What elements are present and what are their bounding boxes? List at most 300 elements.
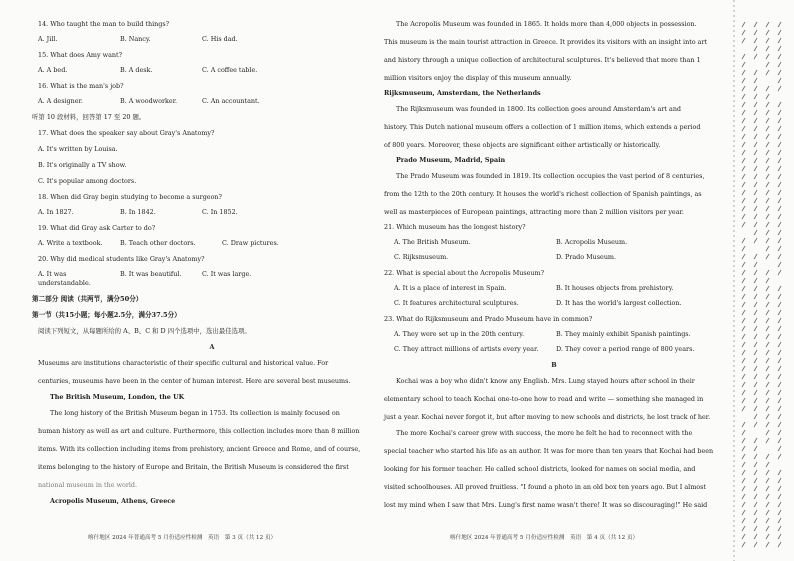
slash-mark [778, 382, 781, 387]
slash-mark [778, 366, 781, 371]
text-line: Kochai was a boy who didn't know any English. Mrs. Lung stayed hours after school in their [396, 377, 695, 385]
left-page [0, 0, 394, 561]
slash-mark [754, 278, 757, 283]
option-c: C. A coffee table. [202, 66, 258, 74]
slash-mark [766, 46, 769, 51]
slash-mark [754, 54, 757, 59]
slash-mark [754, 262, 757, 267]
slash-mark [766, 142, 769, 147]
slash-mark [766, 510, 769, 515]
british-museum-paragraph [38, 409, 386, 490]
slash-mark [742, 310, 745, 315]
slash-mark [778, 398, 781, 403]
slash-mark [742, 262, 745, 267]
slash-mark [754, 390, 757, 395]
passage-b-label: B [551, 361, 557, 369]
slash-mark [754, 70, 757, 75]
listening-instruction: 听第 10 段材料，回答第 17 至 20 题。 [32, 113, 146, 121]
text-line: The Prado Museum was founded in 1819. Its collection occupies the vast period of 8 centuries, [396, 172, 705, 180]
slash-mark [742, 342, 745, 347]
slash-mark [742, 334, 745, 339]
slash-mark [742, 214, 745, 219]
slash-mark [742, 198, 745, 203]
option-b: B. Teach other doctors. [120, 239, 196, 247]
text-line: centuries, museums have been in the center of human interest. Here are several best museums. [38, 377, 351, 385]
slash-mark [766, 62, 769, 67]
option-d: D. It has the world's largest collection. [556, 299, 682, 307]
question-23-options-2 [394, 345, 724, 354]
slash-mark [754, 302, 757, 307]
slash-mark [742, 134, 745, 139]
slash-mark [778, 302, 781, 307]
slash-mark [742, 286, 745, 291]
slash-mark [754, 238, 757, 243]
slash-mark [742, 70, 745, 75]
slash-mark [766, 286, 769, 291]
question-22-stem: 22. What is special about the Acropolis Museum? [384, 269, 545, 277]
section-one-heading: 第一节（共15小题；每小题2.5分，满分37.5分） [32, 311, 181, 319]
kochai-paragraph-1 [384, 377, 724, 422]
slash-mark [754, 382, 757, 387]
slash-mark [778, 246, 781, 251]
slash-mark [766, 542, 769, 547]
slash-mark [742, 54, 745, 59]
text-line: items belonging to the history of Europe and Britain, the British Museum is considered the first [38, 463, 349, 471]
slash-mark [778, 102, 781, 107]
slash-mark [742, 318, 745, 323]
slash-mark [766, 54, 769, 59]
option-c: C. An accountant. [202, 97, 260, 105]
slash-mark [766, 326, 769, 331]
slash-mark [754, 358, 757, 363]
slash-mark [754, 102, 757, 107]
question-21-options-2 [394, 253, 724, 262]
slash-mark [742, 238, 745, 243]
prado-heading: Prado Museum, Madrid, Spain [396, 156, 506, 164]
slash-mark [778, 166, 781, 171]
question-21-options [394, 238, 724, 247]
slash-mark [754, 446, 757, 451]
slash-mark [754, 478, 757, 483]
slash-mark [778, 174, 781, 179]
slash-mark [742, 150, 745, 155]
slash-mark [742, 478, 745, 483]
slash-mark [778, 526, 781, 531]
slash-mark [742, 222, 745, 227]
question-16-options [38, 97, 386, 106]
slash-mark [742, 358, 745, 363]
text-line: million visitors enjoy the display of this museum annually. [384, 74, 572, 82]
slash-mark [778, 142, 781, 147]
slash-mark [778, 486, 781, 491]
slash-mark [778, 438, 781, 443]
slash-mark [742, 462, 745, 467]
question-20-stem: 20. Why did medical students like Gray's Anatomy? [38, 255, 205, 263]
slash-mark [778, 422, 781, 427]
text-line: and history through a unique collection of architectural sculptures. It's believed that more than 1 [384, 56, 701, 64]
option-d: D. Prado Museum. [556, 253, 617, 261]
slash-mark [778, 542, 781, 547]
slash-mark [742, 102, 745, 107]
slash-mark [742, 182, 745, 187]
slash-mark [766, 414, 769, 419]
acropolis-museum-heading: Acropolis Museum, Athens, Greece [50, 497, 176, 505]
right-page [376, 0, 730, 561]
slash-mark [742, 326, 745, 331]
slash-mark [778, 470, 781, 475]
slash-mark [766, 430, 769, 435]
slash-mark [754, 206, 757, 211]
slash-mark [766, 94, 769, 99]
slash-mark [742, 542, 745, 547]
slash-mark [742, 62, 745, 67]
slash-mark [742, 142, 745, 147]
slash-mark [766, 382, 769, 387]
part-two-heading: 第二部分 阅读（共两节，满分50分） [32, 295, 143, 303]
option-b: B. Nancy. [120, 35, 151, 43]
option-c: C. Rijksmuseum. [394, 253, 449, 261]
option-a: A. They were set up in the 20th century. [394, 330, 525, 338]
slash-mark [754, 166, 757, 171]
slash-mark [766, 374, 769, 379]
question-22-options [394, 284, 724, 293]
slash-mark [778, 86, 781, 91]
slash-mark [754, 502, 757, 507]
slash-mark [778, 70, 781, 75]
question-19-stem: 19. What did Gray ask Carter to do? [38, 224, 156, 232]
question-21-stem: 21. Which museum has the longest history? [384, 223, 526, 231]
slash-mark [766, 222, 769, 227]
rijksmuseum-heading: Rijksmuseum, Amsterdam, the Netherlands [384, 89, 541, 97]
text-line: looking for his former teacher. He called school districts, looked for names on social media, and [384, 465, 696, 473]
slash-mark [754, 342, 757, 347]
text-line: special teacher who started his life as an author. It was for more than ten years that Kochai had been [384, 447, 714, 455]
question-18-stem: 18. When did Gray begin studying to become a surgeon? [38, 193, 222, 201]
slash-mark [766, 390, 769, 395]
text-line: The Rijksmuseum was founded in 1800. Its collection goes around Amsterdam's art and [396, 105, 682, 113]
slash-mark [778, 390, 781, 395]
slash-mark [766, 526, 769, 531]
slash-mark [766, 230, 769, 235]
slash-mark [754, 94, 757, 99]
slash-mark [766, 206, 769, 211]
british-museum-heading: The British Museum, London, the UK [50, 393, 185, 401]
slash-mark [742, 486, 745, 491]
text-line: history. This Dutch national museum offers a collection of 1 million items, which extends a period [384, 123, 701, 131]
slash-mark [742, 246, 745, 251]
slash-mark [766, 158, 769, 163]
slash-mark [754, 366, 757, 371]
slash-mark [754, 118, 757, 123]
slash-mark [754, 294, 757, 299]
slash-mark [766, 150, 769, 155]
option-b: B. Acropolis Museum. [556, 238, 628, 246]
slash-mark [742, 38, 745, 43]
question-15-stem: 15. What does Amy want? [38, 51, 123, 59]
slash-mark [766, 22, 769, 27]
slash-mark [766, 238, 769, 243]
text-line: The more Kochai's career grew with success, the more he felt he had to reconnect with the [396, 429, 693, 437]
option-b: B. It's originally a TV show. [38, 161, 127, 169]
slash-mark [778, 270, 781, 275]
slash-mark [742, 270, 745, 275]
slash-mark [742, 430, 745, 435]
option-b: B. In 1842. [120, 208, 156, 216]
slash-mark [742, 454, 745, 459]
slash-mark [754, 406, 757, 411]
option-a: A. The British Museum. [394, 238, 471, 246]
slash-mark [742, 398, 745, 403]
question-19-options [38, 239, 386, 248]
slash-mark [778, 150, 781, 155]
slash-mark [778, 230, 781, 235]
slash-mark [766, 350, 769, 355]
question-17-stem: 17. What does the speaker say about Gray's Anatomy? [38, 129, 215, 137]
slash-mark [778, 262, 781, 267]
question-23-stem: 23. What do Rijksmuseum and Prado Museum have in common? [384, 315, 593, 323]
slash-mark [754, 470, 757, 475]
slash-mark [766, 318, 769, 323]
option-c: C. It's popular among doctors. [38, 177, 137, 185]
slash-mark [742, 110, 745, 115]
slash-mark [742, 374, 745, 379]
slash-mark [742, 158, 745, 163]
slash-mark [778, 198, 781, 203]
slash-mark [778, 478, 781, 483]
slash-mark [754, 326, 757, 331]
slash-mark [778, 510, 781, 515]
slash-mark [754, 318, 757, 323]
slash-mark [778, 110, 781, 115]
option-a: A. It was understandable. [38, 270, 91, 287]
slash-mark [778, 494, 781, 499]
text-line: Museums are institutions characteristic of their specific cultural and historical value. For [38, 359, 329, 367]
slash-mark [766, 438, 769, 443]
slash-mark [778, 518, 781, 523]
slash-mark [754, 462, 757, 467]
option-b: B. A desk. [120, 66, 153, 74]
slash-mark [778, 286, 781, 291]
slash-mark [766, 366, 769, 371]
slash-mark [754, 190, 757, 195]
slash-mark [742, 174, 745, 179]
slash-mark [754, 334, 757, 339]
slash-mark [754, 494, 757, 499]
slash-mark [742, 118, 745, 123]
slash-mark [754, 22, 757, 27]
slash-mark [742, 510, 745, 515]
slash-mark [766, 310, 769, 315]
slash-mark [742, 86, 745, 91]
slash-mark [742, 22, 745, 27]
slash-mark [742, 494, 745, 499]
option-a: A. Write a textbook. [38, 239, 103, 247]
slash-mark [754, 230, 757, 235]
slash-mark [778, 22, 781, 27]
slash-mark [778, 446, 781, 451]
text-line: items. With its collection including items from prehistory, ancient Greece and Rome, and of course, [38, 445, 361, 453]
option-d: D. They cover a period range of 800 years. [556, 345, 695, 353]
slash-mark [754, 526, 757, 531]
right-page-footer: 喀什地区 2024 年普通高考 5 月份适应性检测 英语 第 4 页（共 12 页） [450, 535, 639, 542]
question-20-options [38, 270, 386, 288]
slash-mark [742, 422, 745, 427]
option-a: A. It is a place of interest in Spain. [394, 284, 507, 292]
text-line: The Acropolis Museum was founded in 1865. It holds more than 4,000 objects in possession. [396, 20, 697, 28]
slash-mark [766, 278, 769, 283]
slash-mark [754, 126, 757, 131]
slash-mark [742, 502, 745, 507]
slash-mark [778, 190, 781, 195]
question-16-stem: 16. What is the man's job? [38, 82, 124, 90]
slash-mark [754, 510, 757, 515]
slash-mark [742, 94, 745, 99]
slash-mark [778, 294, 781, 299]
text-line: national museum in the world. [38, 481, 138, 489]
slash-mark [778, 214, 781, 219]
slash-mark [754, 350, 757, 355]
slash-mark [778, 318, 781, 323]
slash-mark [754, 270, 757, 275]
slash-mark [742, 406, 745, 411]
slash-mark [742, 190, 745, 195]
slash-mark [766, 342, 769, 347]
slash-mark [766, 398, 769, 403]
slash-mark [778, 126, 781, 131]
text-line: well as masterpieces of European paintings, attracting more than 2 million visitors per year. [384, 208, 684, 216]
slash-mark [742, 166, 745, 171]
slash-mark [754, 78, 757, 83]
slash-mark [778, 78, 781, 83]
slash-mark [742, 278, 745, 283]
slash-mark [742, 446, 745, 451]
slash-mark [778, 222, 781, 227]
slash-mark [766, 462, 769, 467]
slash-mark [754, 214, 757, 219]
option-c: C. They attract millions of artists every year. [394, 345, 539, 353]
slash-mark [766, 134, 769, 139]
intro-paragraph [38, 359, 386, 386]
slash-mark [754, 174, 757, 179]
slash-mark [754, 158, 757, 163]
option-a: A. A bed. [38, 66, 68, 74]
slash-mark [766, 246, 769, 251]
slash-mark [742, 302, 745, 307]
question-22-options-2 [394, 299, 724, 308]
slash-mark [742, 382, 745, 387]
slash-mark [754, 454, 757, 459]
option-c: C. In 1852. [202, 208, 238, 216]
slash-mark [766, 534, 769, 539]
slash-mark [766, 470, 769, 475]
text-line: lost my mind when I saw that Mrs. Lung's first name wasn't there! It was so discouraging!" He said [384, 501, 708, 509]
slash-mark [778, 158, 781, 163]
slash-mark [778, 358, 781, 363]
slash-mark [778, 182, 781, 187]
slash-mark [778, 62, 781, 67]
slash-mark [766, 294, 769, 299]
slash-mark [766, 358, 769, 363]
slash-mark [766, 182, 769, 187]
slash-mark [754, 142, 757, 147]
slash-mark [742, 534, 745, 539]
slash-mark [778, 430, 781, 435]
slash-mark [778, 454, 781, 459]
slash-mark [754, 518, 757, 523]
option-b: B. It houses objects from prehistory. [556, 284, 674, 292]
slash-mark [754, 150, 757, 155]
slash-mark [754, 310, 757, 315]
text-line: The long history of the British Museum began in 1753. Its collection is mainly focused on [50, 409, 340, 417]
slash-mark [766, 422, 769, 427]
slash-mark [742, 470, 745, 475]
slash-mark [754, 542, 757, 547]
option-b: B. They mainly exhibit Spanish paintings. [556, 330, 691, 338]
option-a: A. It's written by Louisa. [38, 145, 118, 153]
question-18-options [38, 208, 386, 217]
option-a: A. A designer. [38, 97, 83, 105]
option-a: A. In 1827. [38, 208, 74, 216]
slash-mark [754, 254, 757, 259]
slash-mark [766, 126, 769, 131]
slash-mark [778, 54, 781, 59]
slash-mark [778, 118, 781, 123]
slash-mark [766, 254, 769, 259]
slash-mark [754, 198, 757, 203]
option-c: C. His dad. [202, 35, 238, 43]
slash-mark [778, 342, 781, 347]
slash-mark [742, 206, 745, 211]
slash-mark [766, 102, 769, 107]
slash-mark [778, 502, 781, 507]
reading-instruction: 阅读下列短文，从每题所给的 A、B、C 和 D 四个选项中，选出最佳选项。 [38, 327, 251, 335]
slash-mark [754, 38, 757, 43]
option-c: C. It was large. [202, 270, 252, 278]
question-14-options [38, 35, 386, 44]
prado-paragraph [384, 172, 724, 217]
slash-mark [742, 526, 745, 531]
slash-mark [766, 118, 769, 123]
text-line: of 800 years. Moreover, these objects are significant either artistically or historically. [384, 141, 661, 149]
left-page-footer: 喀什地区 2024 年普通高考 5 月份适应性检测 英语 第 3 页（共 12 页） [88, 535, 277, 542]
slash-mark [766, 174, 769, 179]
text-line: This museum is the main tourist attraction in Greece. It provides its visitors with an insight into art [384, 38, 708, 46]
slash-mark [754, 30, 757, 35]
slash-mark [778, 414, 781, 419]
option-a: A. Jill. [38, 35, 58, 43]
slash-mark [778, 30, 781, 35]
slash-mark [754, 86, 757, 91]
slash-mark [766, 110, 769, 115]
slash-mark [742, 294, 745, 299]
slash-mark [754, 134, 757, 139]
rijksmuseum-paragraph [384, 105, 724, 150]
slash-mark [742, 30, 745, 35]
question-15-options [38, 66, 386, 75]
slash-mark [754, 534, 757, 539]
slash-mark [778, 374, 781, 379]
question-23-options [394, 330, 724, 339]
slash-mark [766, 214, 769, 219]
slash-mark [742, 78, 745, 83]
text-line: just a year. Kochai never forgot it, but after moving to new schools and districts, he lost track of her. [384, 413, 711, 421]
slash-mark [778, 310, 781, 315]
slash-mark [742, 390, 745, 395]
slash-mark [766, 302, 769, 307]
question-14-stem: 14. Who taught the man to build things? [38, 20, 170, 28]
slash-mark [766, 486, 769, 491]
slash-mark [778, 534, 781, 539]
